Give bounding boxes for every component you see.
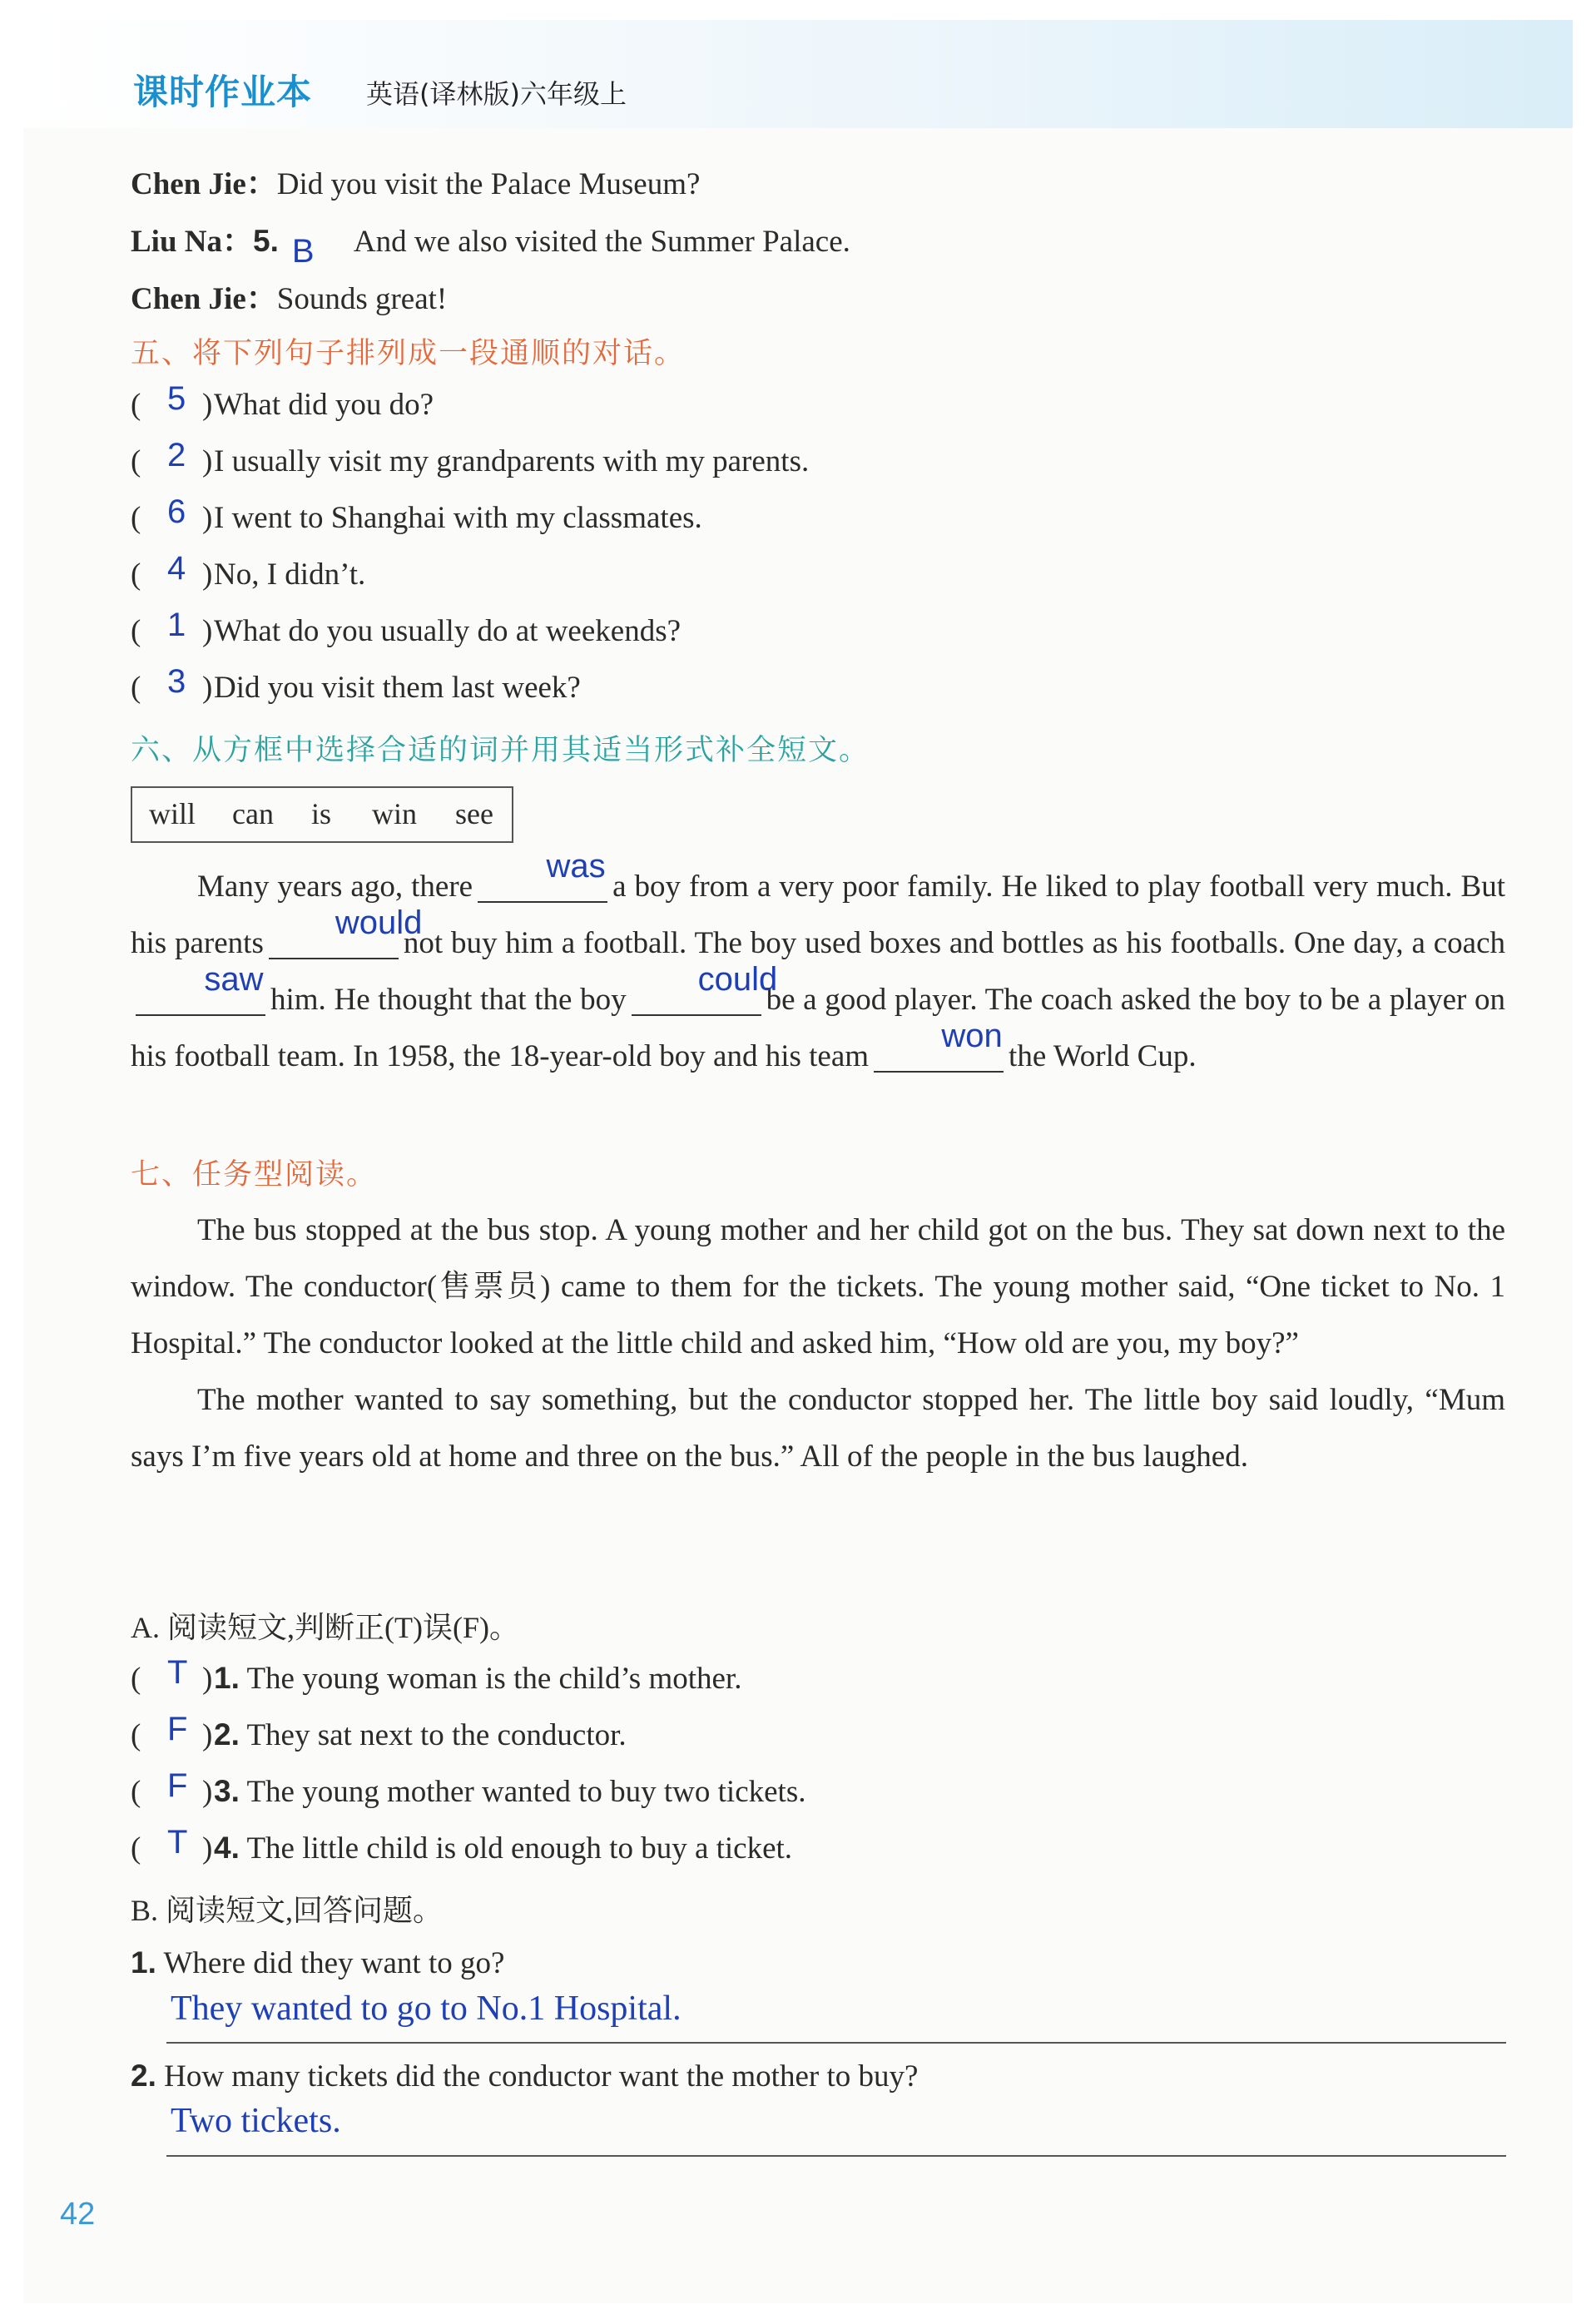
tf-answer: T [167, 1824, 188, 1861]
tf-text: The young mother wanted to buy two tickets. [246, 1775, 806, 1809]
order-answer: 2 [167, 437, 186, 473]
question-number: 2. [214, 1717, 240, 1752]
dialogue-line [131, 158, 700, 203]
tf-text: The little child is old enough to buy a ticket. [246, 1831, 793, 1866]
written-answer: They wanted to go to No.1 Hospital. [171, 1989, 682, 2028]
order-text: I went to Shanghai with my classmates. [214, 501, 702, 535]
book-subject: 英语(译林版)六年级上 [366, 78, 627, 110]
order-item: ( 2 ) I usually visit my grandparents with my parents. [131, 437, 810, 478]
tf-answer: F [167, 1767, 188, 1804]
cloze-answer: could [697, 961, 778, 998]
cloze-blank [136, 961, 265, 1016]
question-number: 2. [131, 2059, 156, 2093]
answer-rule [166, 2040, 1506, 2044]
cloze-answer: won [941, 1018, 1003, 1054]
tf-text: They sat next to the conductor. [246, 1718, 627, 1752]
speaker: Chen Jie： [131, 282, 277, 316]
section-7-title: 七、任务型阅读。 [131, 1158, 378, 1192]
tf-answer: F [167, 1711, 188, 1747]
dialogue-text: Sounds great! [276, 282, 448, 316]
answer-letter: B [291, 233, 315, 270]
tf-item: ( F ) 2. They sat next to the conductor. [131, 1711, 627, 1752]
section-6-title: 六、从方框中选择合适的词并用其适当形式补全短文。 [131, 734, 870, 767]
order-text: I usually visit my grandparents with my parents. [214, 444, 810, 478]
tf-item: ( T ) 1. The young woman is the child’s mother. [131, 1654, 742, 1696]
written-answer: Two tickets. [171, 2102, 341, 2140]
question-text: Where did they want to go? [163, 1946, 505, 1980]
cloze-answer: was [546, 848, 606, 884]
word-option: win [372, 797, 417, 830]
question-number: 1. [131, 1945, 156, 1980]
book-brand: 课时作业本 [133, 72, 313, 112]
speaker: Chen Jie： [131, 167, 277, 201]
order-text: What did you do? [214, 388, 434, 422]
order-item: ( 1 ) What do you usually do at weekends? [131, 607, 682, 648]
tf-item: ( F ) 3. The young mother wanted to buy two tickets. [131, 1767, 806, 1809]
question-number: 5. [253, 224, 279, 258]
passage-paragraph: The mother wanted to say something, but the conductor stopped her. The little boy said loudly, “Mum says I’m five years old at home and three on the bus.” All of the people in the bus laughed. [131, 1383, 1505, 1474]
cloze-blank [478, 848, 607, 903]
question-item [131, 1945, 504, 1981]
tf-text: The young woman is the child’s mother. [246, 1662, 742, 1696]
dialogue-text: Did you visit the Palace Museum? [276, 167, 701, 201]
order-item: ( 4 ) No, I didn’t. [131, 550, 366, 592]
cloze-text: him. He thought that the boy [270, 983, 627, 1017]
reading-passage [131, 1202, 1505, 1485]
part-a-title: A. 阅读短文,判断正(T)误(F)。 [131, 1611, 519, 1644]
order-item: ( 3 ) Did you visit them last week? [131, 663, 581, 705]
passage-paragraph: The bus stopped at the bus stop. A young mother and her child got on the bus. They sat down next to the window. The conductor(售票员) came to them for the tickets. The young mother said, “One ticket to No. 1 Hospital.” The conductor looked at the little child and asked him, “How old are you, my boy?” [131, 1213, 1505, 1360]
cloze-text: Many years ago, there [197, 870, 473, 904]
question-number: 1. [214, 1661, 240, 1695]
cloze-blank [632, 961, 778, 1016]
page-number: 42 [60, 2197, 96, 2232]
dialogue-line [131, 273, 447, 318]
answer-rule [166, 2153, 1506, 2157]
cloze-text: not buy him a football. The boy used boxes and bottles as his footballs. One day, a coach [403, 926, 1505, 960]
section-5-title: 五、将下列句子排列成一段通顺的对话。 [131, 337, 686, 370]
cloze-text: be a good player. The coach asked the boy to be a player on his football team. In 1958, the 18-year-old boy and his team [131, 983, 1505, 1073]
order-answer: 5 [167, 380, 186, 417]
dialogue-line [131, 216, 850, 270]
word-option: can [232, 797, 274, 830]
cloze-answer: would [335, 904, 423, 941]
order-text: What do you usually do at weekends? [214, 614, 682, 648]
word-option: see [455, 797, 493, 830]
word-option: will [149, 797, 196, 830]
order-text: No, I didn’t. [214, 557, 366, 592]
dialogue-text: And we also visited the Summer Palace. [353, 225, 850, 259]
question-item [131, 2059, 918, 2094]
order-text: Did you visit them last week? [214, 671, 581, 705]
order-item: ( 6 ) I went to Shanghai with my classmates. [131, 493, 702, 535]
word-option: is [311, 797, 332, 830]
cloze-text: the World Cup. [1009, 1039, 1197, 1073]
word-box [131, 786, 513, 843]
part-b-title: B. 阅读短文,回答问题。 [131, 1894, 444, 1927]
speaker: Liu Na： [131, 225, 254, 259]
cloze-answer: saw [204, 961, 264, 998]
tf-item: ( T ) 4. The little child is old enough to buy a ticket. [131, 1824, 793, 1866]
order-item: ( 5 ) What did you do? [131, 380, 434, 422]
order-answer: 3 [167, 663, 186, 700]
order-answer: 1 [167, 607, 186, 643]
question-number: 4. [214, 1831, 240, 1865]
question-number: 3. [214, 1774, 240, 1808]
cloze-text: a boy from a very poor family. He liked to play football very much. But his parents [131, 870, 1505, 960]
order-answer: 6 [167, 493, 186, 530]
cloze-blank [874, 1018, 1004, 1073]
cloze-passage [131, 848, 1505, 1085]
cloze-blank [269, 904, 423, 959]
order-answer: 4 [167, 550, 186, 587]
tf-answer: T [167, 1654, 188, 1691]
question-text: How many tickets did the conductor want the mother to buy? [164, 2059, 919, 2094]
